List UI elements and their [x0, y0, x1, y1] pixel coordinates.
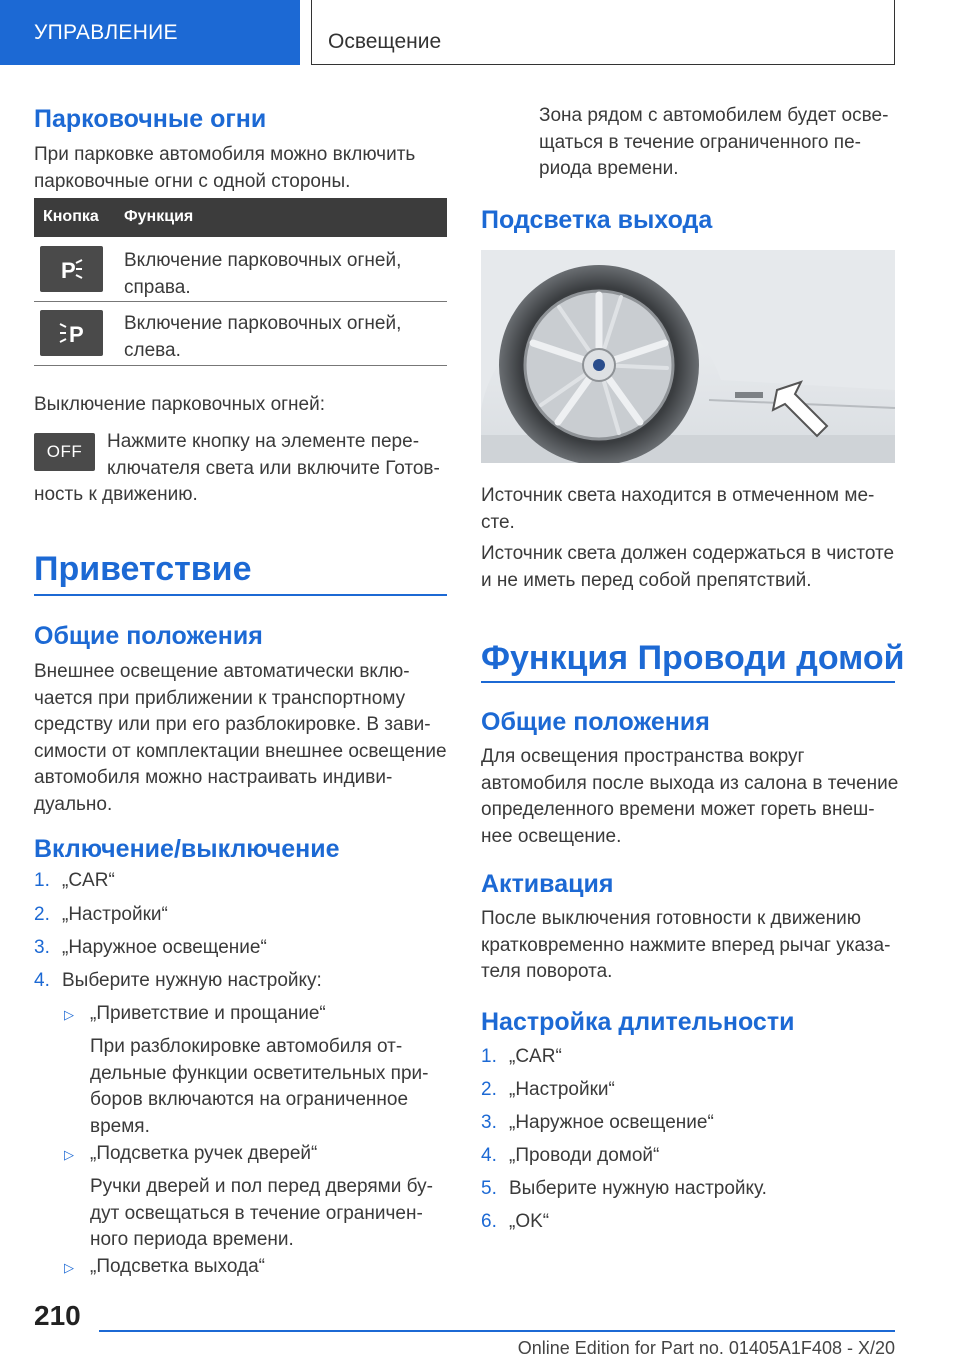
- step-text: Выберите нужную настройку:: [62, 970, 322, 991]
- step-text: „Настройки“: [62, 904, 168, 925]
- general-text-left: Внешнее освещение автоматически вклю- чается при приближении к транспортному средству или при его разблокировке. В зави- симости от комплектации внешнее освещение автомобиля можно настраивать индиви- дуально.: [34, 661, 447, 815]
- step-number: 2.: [34, 904, 50, 925]
- bullet-triangle-icon: ▷: [64, 1147, 74, 1162]
- svg-text:P: P: [61, 258, 76, 283]
- svg-text:P: P: [69, 322, 84, 347]
- exit-text-2: Источник света должен содержаться в чистоте и не иметь перед собой препятствий.: [481, 543, 895, 591]
- off-text-2: ность к движению.: [34, 484, 198, 505]
- topic-title: Освещение: [311, 0, 895, 65]
- duration-title: Настройка длительности: [481, 1008, 795, 1036]
- step-number: 6.: [481, 1211, 497, 1232]
- option-title: „Приветствие и прощание“: [90, 1003, 326, 1024]
- parking-light-right-icon: [40, 246, 103, 292]
- welcome-rule: [34, 594, 447, 596]
- home-rule: [481, 681, 895, 683]
- option-title: „Подсветка ручек дверей“: [90, 1143, 318, 1164]
- bullet-triangle-icon: ▷: [64, 1260, 74, 1275]
- step-number: 3.: [481, 1112, 497, 1133]
- step-text: „Наружное освещение“: [509, 1112, 714, 1133]
- step-text: „Проводи домой“: [509, 1145, 660, 1166]
- step-number: 5.: [481, 1178, 497, 1199]
- option-title: „Подсветка выхода“: [90, 1256, 265, 1277]
- bullet-triangle-icon: ▷: [64, 1007, 74, 1022]
- step-text: „CAR“: [62, 870, 115, 891]
- step-number: 1.: [34, 870, 50, 891]
- table-bottom-line: [34, 365, 447, 366]
- exit-title: Подсветка выхода: [481, 206, 713, 234]
- option-desc: Ручки дверей и пол перед дверями бу- дут освещаться в течение ограничен- ного периода времени.: [90, 1176, 433, 1250]
- parking-intro: При парковке автомобиля можно включить парковочные огни с одной стороны.: [34, 144, 416, 192]
- parking-light-left-icon: [40, 310, 103, 356]
- step-number: 1.: [481, 1046, 497, 1067]
- activation-title: Активация: [481, 870, 614, 898]
- table-divider: [34, 301, 447, 302]
- car-wheel-photo: [481, 250, 895, 463]
- step-text: „CAR“: [509, 1046, 562, 1067]
- home-title: Функция Проводи домой: [481, 639, 905, 677]
- general-title-left: Общие положения: [34, 622, 263, 650]
- onoff-title: Включение/выключение: [34, 835, 340, 863]
- off-text-1: Нажмите кнопку на элементе пере- ключателя света или включите Готов-: [107, 431, 440, 479]
- step-text: Выберите нужную настройку.: [509, 1178, 767, 1199]
- step-text: „OK“: [509, 1211, 550, 1232]
- step-text: „Наружное освещение“: [62, 937, 267, 958]
- off-button-icon: OFF: [34, 433, 95, 471]
- table-row-1-text: Включение парковочных огней, справа.: [124, 250, 402, 298]
- edition-text: Online Edition for Part no. 01405A1F408 - X/20: [517, 1338, 895, 1358]
- exit-text-1: Источник света находится в отмеченном ме- сте.: [481, 485, 875, 533]
- step-number: 4.: [34, 970, 50, 991]
- table-row-2-text: Включение парковочных огней, слева.: [124, 313, 402, 361]
- table-col-function: Функция: [124, 208, 194, 225]
- step-number: 2.: [481, 1079, 497, 1100]
- general-text-right: Для освещения пространства вокруг автомобиля после выхода из салона в течение определенного времени может гореть внеш- нее освещение.: [481, 746, 899, 847]
- section-tab: УПРАВЛЕНИЕ: [0, 0, 300, 65]
- welcome-title: Приветствие: [34, 550, 252, 588]
- page-number: 210: [34, 1300, 81, 1331]
- activation-text: После выключения готовности к движению кратковременно нажмите вперед рычаг указа- теля поворота.: [481, 908, 891, 982]
- step-number: 3.: [34, 937, 50, 958]
- general-title-right: Общие положения: [481, 708, 710, 736]
- step-number: 4.: [481, 1145, 497, 1166]
- step-text: „Настройки“: [509, 1079, 615, 1100]
- table-col-button: Кнопка: [43, 208, 99, 225]
- table-header: [34, 198, 447, 237]
- off-label: Выключение парковочных огней:: [34, 394, 326, 415]
- parking-title: Парковочные огни: [34, 105, 267, 133]
- option-desc: При разблокировке автомобиля от- дельные функции осветительных при- боров включаются на ограниченное время.: [90, 1036, 429, 1137]
- cont-text: Зона рядом с автомобилем будет осве- щаться в течение ограниченного пе- риода времени.: [539, 105, 889, 179]
- footer-rule: [99, 1330, 895, 1332]
